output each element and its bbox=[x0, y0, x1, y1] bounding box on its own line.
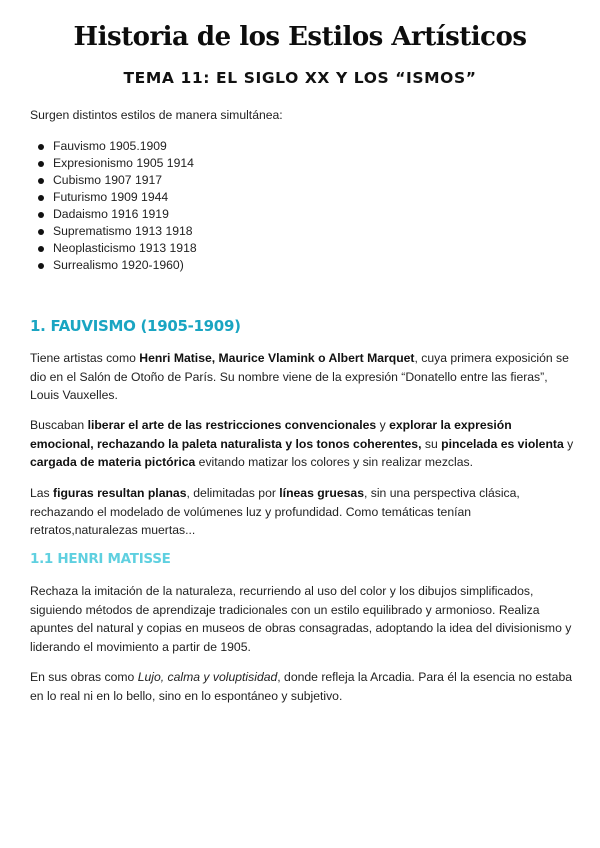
paragraph-goals: Buscaban liberar el arte de las restricciones convencionales y explorar la expresión emocional, rechazando la paleta naturalista y los tonos coherentes, su pincelada es violenta y cargada de materia pictórica evitando matizar los colores y sin realizar mezclas. bbox=[30, 418, 574, 470]
paragraph-figures: Las figuras resultan planas, delimitadas por líneas gruesas, sin una perspectiva clásica, rechazando el modelado de volúmenes luz y profundidad. Como temáticas tenían retratos,naturalezas muertas... bbox=[30, 486, 520, 538]
list-item: Cubismo 1907 1917 bbox=[30, 172, 197, 189]
paragraph-artists: Tiene artistas como Henri Matise, Maurice Vlamink o Albert Marquet, cuya primera exposición se dio en el Salón de Otoño de París. Su nombre viene de la expresión “Donatello entre las fieras”, Louis Vauxelles. bbox=[30, 351, 569, 403]
list-item: Suprematismo 1913 1918 bbox=[30, 223, 197, 240]
paragraph-matisse-style: Rechaza la imitación de la naturaleza, recurriendo al uso del color y los dibujos simplificados, siguiendo métodos de aprendizaje tradicionales con un estilo equilibrado y armonioso. Realiza apuntes del natural y copias en museos de obras consagradas, adoptando la idea del divisionismo y liderando el movimiento a partir de 1905. bbox=[30, 584, 572, 654]
list-item: Futurismo 1909 1944 bbox=[30, 189, 197, 206]
styles-list bbox=[30, 138, 197, 274]
bullet-icon bbox=[38, 161, 44, 167]
bullet-icon bbox=[38, 144, 44, 150]
section-heading-fauvismo: 1. FAUVISMO (1905-1909) bbox=[30, 317, 241, 335]
list-item: Expresionismo 1905 1914 bbox=[30, 155, 197, 172]
page-title: Historia de los Estilos Artísticos bbox=[73, 22, 527, 52]
list-item: Fauvismo 1905.1909 bbox=[30, 138, 197, 155]
bullet-icon bbox=[38, 229, 44, 235]
list-item: Dadaismo 1916 1919 bbox=[30, 206, 197, 223]
topic-subtitle: TEMA 11: EL SIGLO XX Y LOS “ISMOS” bbox=[123, 69, 477, 87]
paragraph-matisse-works: En sus obras como Lujo, calma y voluptisidad, donde refleja la Arcadia. Para él la esencia no estaba en lo real ni en lo bello, sino en lo espontáneo y subjetivo. bbox=[30, 670, 573, 703]
list-item: Surrealismo 1920-1960) bbox=[30, 257, 197, 274]
bullet-icon bbox=[38, 212, 44, 218]
bullet-icon bbox=[38, 195, 44, 201]
intro-text: Surgen distintos estilos de manera simultánea: bbox=[30, 108, 283, 122]
subsection-heading-matisse: 1.1 HENRI MATISSE bbox=[30, 551, 171, 567]
bullet-icon bbox=[38, 246, 44, 252]
bullet-icon bbox=[38, 178, 44, 184]
list-item: Neoplasticismo 1913 1918 bbox=[30, 240, 197, 257]
bullet-icon bbox=[38, 263, 44, 269]
